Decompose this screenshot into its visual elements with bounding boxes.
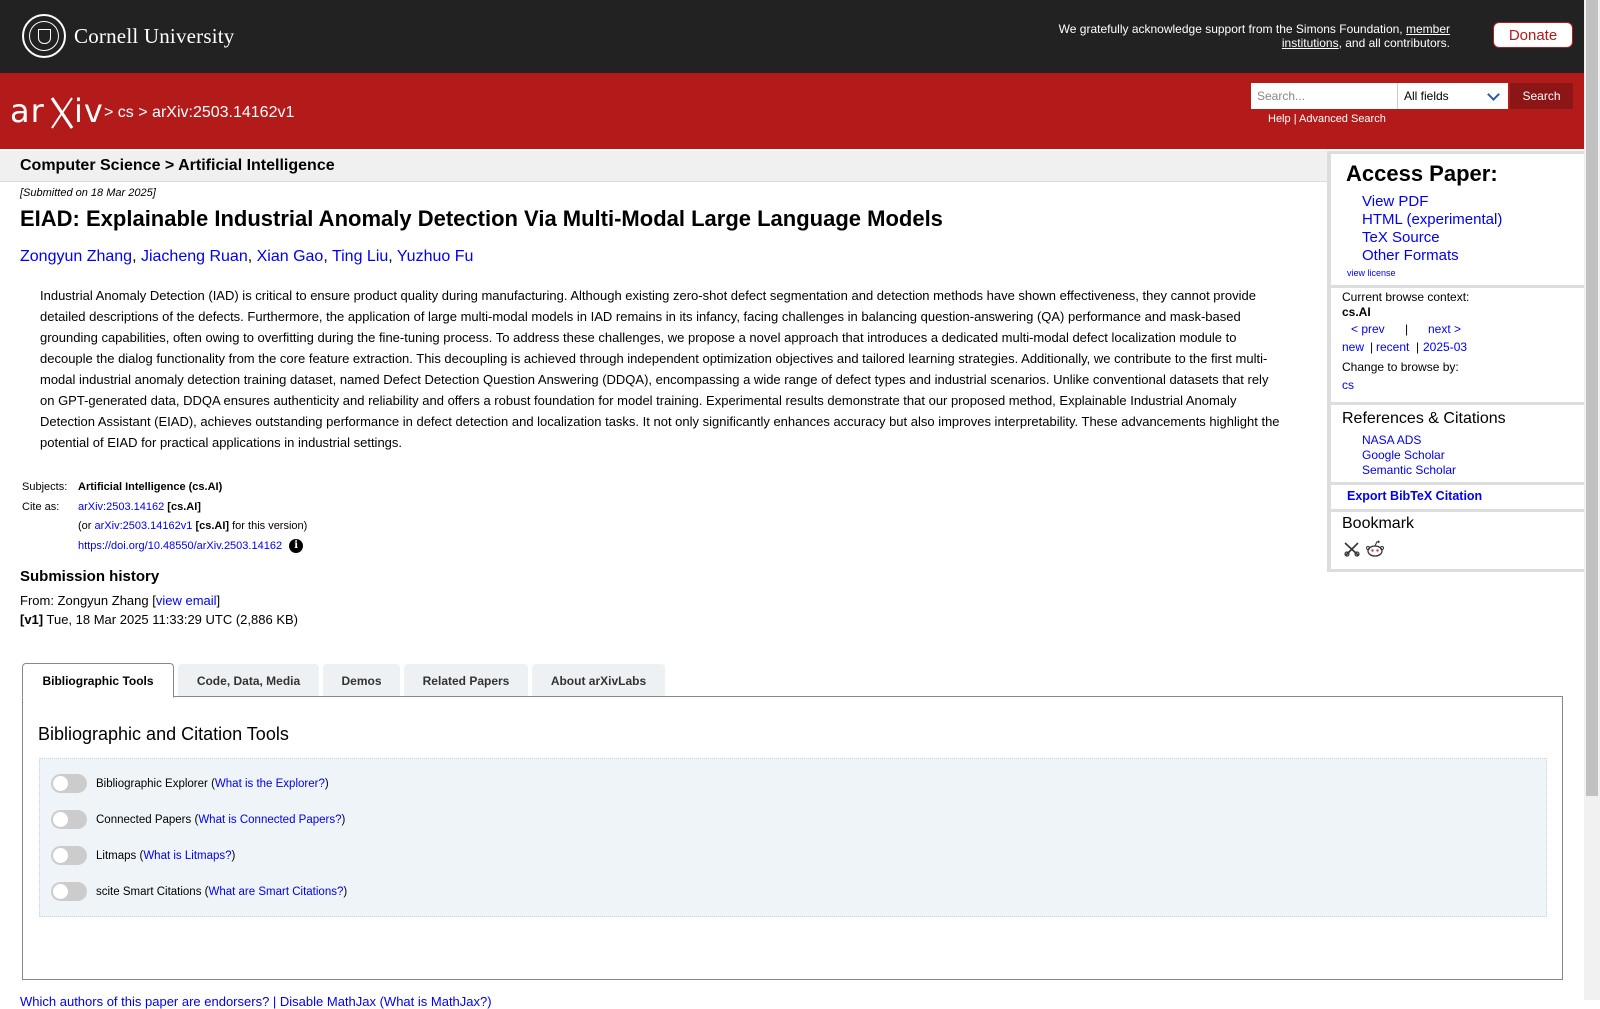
cite-as-label: Cite as: (22, 501, 60, 513)
help-links: Help | Advanced Search (1268, 113, 1386, 125)
what-is-connected-papers-link[interactable]: What is Connected Papers? (198, 813, 342, 826)
tool-row: Bibliographic Explorer ( What is the Explorer? ) (51, 774, 329, 793)
tab-related-papers[interactable]: Related Papers (404, 664, 528, 696)
scite-toggle[interactable] (51, 882, 87, 901)
endorsers-link[interactable]: Which authors of this paper are endorsers? | Disable MathJax (What is MathJax?) (20, 994, 492, 1009)
tab-bibliographic-tools[interactable]: Bibliographic Tools (22, 663, 174, 698)
breadcrumb-cs[interactable]: cs (117, 104, 134, 121)
breadcrumb: > cs > arXiv:2503.14162v1 (104, 104, 295, 121)
advanced-search-link[interactable]: Advanced Search (1299, 113, 1386, 125)
version-1: [v1] Tue, 18 Mar 2025 11:33:29 UTC (2,886 KB) (20, 612, 298, 627)
litmaps-toggle[interactable] (51, 846, 87, 865)
month-link[interactable]: 2025-03 (1423, 340, 1468, 354)
subjects-value: Artificial Intelligence (cs.AI) (78, 481, 223, 493)
submission-date: [Submitted on 18 Mar 2025] (20, 187, 156, 199)
donate-button[interactable]: Donate (1493, 22, 1573, 48)
acknowledgement: We gratefully acknowledge support from the Simons Foundation, member institutions, and all contributors. (1058, 22, 1450, 50)
cs-browse-link[interactable]: cs (1342, 378, 1354, 392)
search-field-select[interactable]: All fields (1397, 83, 1508, 109)
submission-from: From: Zongyun Zhang [view email] (20, 593, 221, 608)
author-link[interactable]: Xian Gao (256, 248, 324, 265)
bibsonomy-icon[interactable] (1343, 540, 1361, 558)
doi-link[interactable]: https://doi.org/10.48550/arXiv.2503.14162 (78, 539, 283, 552)
member-link[interactable]: member (1405, 22, 1450, 36)
tool-row: scite Smart Citations ( What are Smart Citations? ) (51, 882, 347, 901)
arxiv-logo-icon (10, 92, 104, 132)
tab-code-data-media[interactable]: Code, Data, Media (178, 664, 319, 696)
connected-papers-toggle[interactable] (51, 810, 87, 829)
bibliographic-explorer-toggle[interactable] (51, 774, 87, 793)
reddit-icon[interactable] (1365, 540, 1385, 558)
bookmark-title: Bookmark (1342, 515, 1415, 532)
abstract: Industrial Anomaly Detection (IAD) is critical to ensure product quality during manufacturing. Although existing zero-shot defect segmentation and detection methods have shown effectiveness, they cannot provide detailed descriptions of the defects. Furthermore, the application of large multi-modal models in IAD remains in its infancy, facing challenges in balancing question-answering (QA) performance and mask-based grounding capabilities, often owing to overfitting during the fine-tuning process. To address these challenges, we propose a novel approach that introduces a dedicated multi-modal defect localization module to decouple the dialog functionality from the core feature extraction. This decoupling is achieved through independent optimization objectives and tailored learning strategies. Additionally, we contribute to the first multi-modal industrial anomaly detection training dataset, named Defect Detection Question Answering (DDQA), encompassing a wide range of defect types and industrial scenarios. Unlike conventional datasets that rely on GPT-generated data, DDQA ensures authenticity and reliability and offers a robust foundation for model training. Experimental results demonstrate that our proposed method, Explainable Industrial Anomaly Detection Assistant (EIAD), achieves outstanding performance in defect detection and localization tasks. It not only significantly enhances accuracy but also improves interpretability. These advancements highlight the potential of EIAD for practical applications in industrial settings. (40, 288, 1280, 450)
subjects-label: Subjects: (22, 481, 68, 493)
cornell-banner (0, 0, 1584, 73)
info-icon[interactable]: i (289, 539, 303, 553)
change-browse-label: Change to browse by: (1342, 360, 1459, 374)
category-path: Computer Science > Artificial Intelligence (20, 157, 335, 174)
nasa-ads-link[interactable]: NASA ADS (1362, 433, 1422, 447)
bookmark-icons (1343, 540, 1385, 558)
submission-history-title: Submission history (20, 568, 160, 585)
svg-text:ar: ar (10, 92, 45, 130)
next-link[interactable]: next > (1428, 322, 1462, 336)
cornell-name: Cornell University (74, 23, 235, 48)
html-link[interactable]: HTML (experimental) (1362, 211, 1503, 228)
browse-context-label: Current browse context: (1342, 290, 1470, 304)
new-link[interactable]: new (1342, 340, 1365, 354)
tool-row: Litmaps ( What is Litmaps? ) (51, 846, 235, 865)
tool-row: Connected Papers ( What is Connected Papers? ) (51, 810, 345, 829)
paper-title: EIAD: Explainable Industrial Anomaly Detection Via Multi-Modal Large Language Models (20, 206, 943, 231)
author-link[interactable]: Jiacheng Ruan (140, 248, 248, 265)
tools-title: Bibliographic and Citation Tools (38, 724, 289, 744)
search-input[interactable]: Search... (1251, 83, 1397, 109)
references-title: References & Citations (1342, 410, 1506, 427)
cornell-seal-icon (22, 14, 66, 58)
author-link[interactable]: Ting Liu (331, 248, 389, 265)
svg-text:iv: iv (74, 92, 104, 130)
category-header (0, 151, 1327, 182)
arxiv-header (0, 73, 1584, 149)
institutions-link[interactable]: institutions (1281, 36, 1339, 50)
view-license-link[interactable]: view license (1347, 268, 1396, 278)
view-pdf-link[interactable]: View PDF (1362, 193, 1429, 210)
what-are-smart-citations-link[interactable]: What are Smart Citations? (208, 885, 344, 898)
tab-about-arxivlabs[interactable]: About arXivLabs (532, 664, 665, 696)
other-formats-link[interactable]: Other Formats (1362, 247, 1459, 264)
author-list: Zongyun Zhang, Jiacheng Ruan, Xian Gao, Ting Liu, Yuzhuo Fu (20, 248, 474, 265)
cite-id-link[interactable]: arXiv:2503.14162 (78, 501, 165, 513)
access-paper-title: Access Paper: (1346, 161, 1498, 186)
cornell-logo[interactable] (22, 14, 235, 58)
chevron-down-icon (1487, 88, 1500, 101)
tab-demos[interactable]: Demos (323, 664, 400, 696)
view-email-link[interactable]: view email (155, 593, 217, 608)
breadcrumb-paper-id: arXiv:2503.14162v1 (152, 104, 295, 121)
author-link[interactable]: Zongyun Zhang (20, 248, 133, 265)
author-link[interactable]: Yuzhuo Fu (396, 248, 474, 265)
export-bibtex-link[interactable]: Export BibTeX Citation (1347, 489, 1483, 503)
cite-version-link[interactable]: arXiv:2503.14162v1 (94, 520, 193, 532)
scrollbar-thumb[interactable] (1586, 0, 1598, 796)
what-is-litmaps-link[interactable]: What is Litmaps? (143, 849, 232, 862)
what-is-explorer-link[interactable]: What is the Explorer? (214, 777, 325, 790)
browse-category: cs.AI (1342, 305, 1371, 319)
search-button[interactable]: Search (1510, 83, 1573, 109)
arxiv-logo[interactable] (10, 92, 104, 141)
help-link[interactable]: Help (1268, 113, 1291, 125)
tex-source-link[interactable]: TeX Source (1362, 229, 1440, 246)
semantic-scholar-link[interactable]: Semantic Scholar (1362, 463, 1457, 477)
recent-link[interactable]: recent (1376, 340, 1410, 354)
prev-link[interactable]: < prev (1351, 322, 1385, 336)
google-scholar-link[interactable]: Google Scholar (1362, 448, 1445, 462)
